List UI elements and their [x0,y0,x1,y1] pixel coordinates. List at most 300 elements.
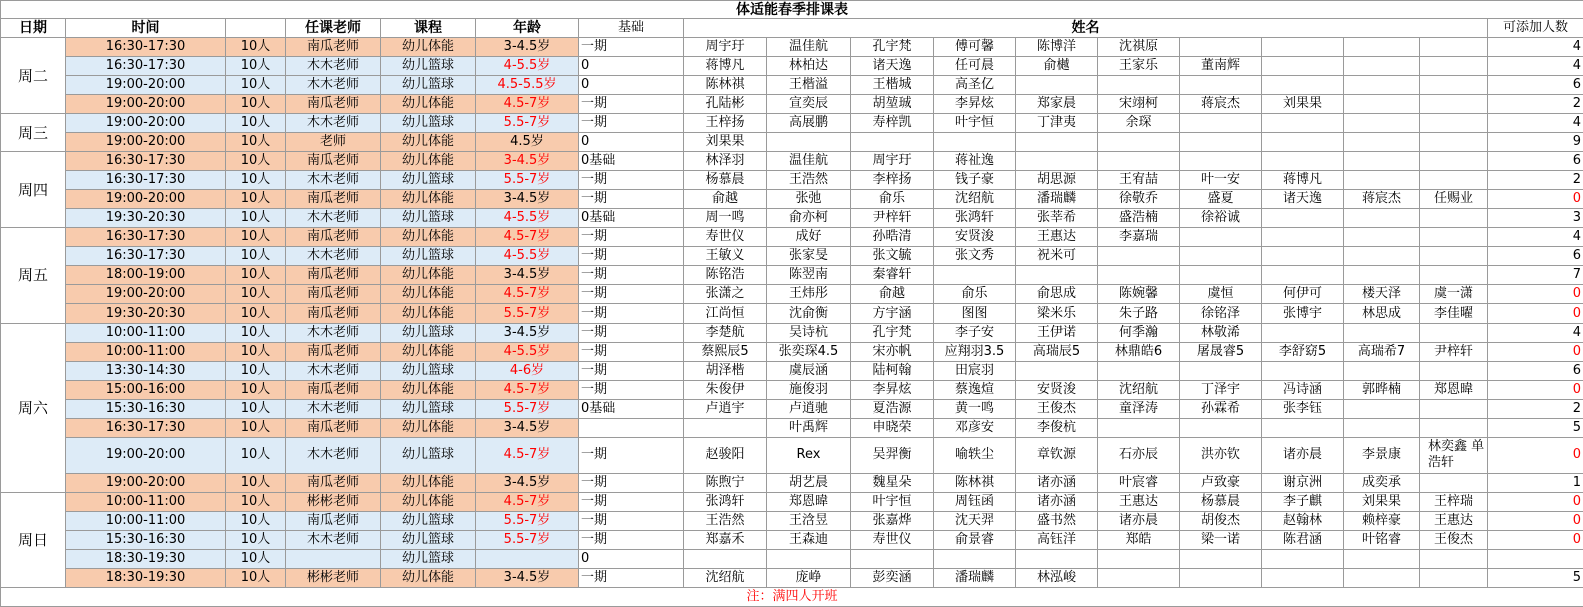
title-row [1,1,1583,19]
student-name: 江尚恒 [684,304,767,323]
student-name: 赵骏阳 [684,437,767,473]
student-name [1420,266,1488,285]
student-name [1180,549,1262,568]
teacher-cell [286,549,381,568]
course-cell: 幼儿篮球 [381,57,476,76]
schedule-row [1,114,1583,133]
age-cell: 5.5-7岁 [476,530,579,549]
time-cell: 18:00-19:00 [66,266,226,285]
course-cell: 幼儿篮球 [381,361,476,380]
student-name: 梁一诺 [1180,530,1262,549]
course-cell: 幼儿篮球 [381,171,476,190]
student-name: 徐裕诚 [1180,209,1262,228]
count-cell: 10人 [226,473,286,492]
student-name: 高瑞希7 [1344,342,1420,361]
count-cell: 10人 [226,76,286,95]
student-name: 温佳航 [767,152,851,171]
teacher-cell: 老师 [286,133,381,152]
count-cell: 10人 [226,492,286,511]
capacity-cell: 4 [1488,114,1583,133]
course-cell: 幼儿篮球 [381,247,476,266]
student-name: 寿梓凯 [851,114,934,133]
capacity-cell: 4 [1488,57,1583,76]
student-name: 钱子豪 [934,171,1016,190]
student-name [1420,38,1488,57]
teacher-cell: 南瓜老师 [286,304,381,323]
student-name: 叶铭睿 [1344,530,1420,549]
count-cell: 10人 [226,568,286,587]
basis-cell: 一期 [579,492,684,511]
course-cell: 幼儿篮球 [381,437,476,473]
student-name: 胡堃珹 [851,95,934,114]
basis-cell: 一期 [579,530,684,549]
teacher-cell: 木木老师 [286,361,381,380]
student-name: 胡泽楷 [684,361,767,380]
count-cell: 10人 [226,304,286,323]
time-cell: 16:30-17:30 [66,247,226,266]
time-cell: 19:00-20:00 [66,285,226,304]
schedule-row [1,171,1583,190]
student-name: 林泽羽 [684,152,767,171]
student-name: 李子麒 [1262,492,1344,511]
capacity-cell: 2 [1488,171,1583,190]
student-name [1180,228,1262,247]
course-cell: 幼儿体能 [381,266,476,285]
time-cell: 16:30-17:30 [66,171,226,190]
count-cell: 10人 [226,323,286,342]
student-name [1262,57,1344,76]
count-cell: 10人 [226,228,286,247]
capacity-cell: 0 [1488,380,1583,399]
basis-cell: 一期 [579,380,684,399]
schedule-row [1,285,1583,304]
course-cell: 幼儿体能 [381,228,476,247]
basis-cell: 0 [579,76,684,95]
student-name [1180,247,1262,266]
student-name [1262,152,1344,171]
age-cell: 4-5.5岁 [476,247,579,266]
student-name: 傅可馨 [934,38,1016,57]
student-name: 沈绍航 [934,190,1016,209]
student-name: 王俊杰 [1420,530,1488,549]
student-name [1180,152,1262,171]
student-name: 李昇炫 [851,380,934,399]
student-name [1420,228,1488,247]
student-name: 叶一安 [1180,171,1262,190]
student-name [1016,361,1098,380]
age-cell: 4.5-7岁 [476,285,579,304]
student-name: 胡艺晨 [767,473,851,492]
basis-cell: 0基础 [579,399,684,418]
student-name: 张潇之 [684,285,767,304]
capacity-cell: 7 [1488,266,1583,285]
schedule-row [1,473,1583,492]
teacher-cell: 木木老师 [286,437,381,473]
student-name: 沈天羿 [934,511,1016,530]
schedule-row [1,511,1583,530]
student-name [1344,114,1420,133]
student-name: 申晓荣 [851,418,934,437]
time-cell: 19:00-20:00 [66,95,226,114]
time-cell: 19:00-20:00 [66,473,226,492]
student-name: Rex [767,437,851,473]
basis-cell: 一期 [579,190,684,209]
header-capacity: 可添加人数 [1488,19,1583,38]
basis-cell: 一期 [579,511,684,530]
student-name: 王梓扬 [684,114,767,133]
course-cell: 幼儿体能 [381,473,476,492]
student-name: 任赐业 [1420,190,1488,209]
basis-cell: 0 [579,133,684,152]
count-cell: 10人 [226,380,286,399]
student-name: 虞辰涵 [767,361,851,380]
student-name: 杨慕晨 [684,171,767,190]
student-name: 田宸羽 [934,361,1016,380]
student-name: 施俊羽 [767,380,851,399]
student-name: 王浛昱 [767,511,851,530]
count-cell: 10人 [226,38,286,57]
student-name [684,549,767,568]
time-cell: 19:30-20:30 [66,209,226,228]
student-name [1344,549,1420,568]
student-name: 吴羿衡 [851,437,934,473]
schedule-row [1,437,1583,473]
student-name [1344,38,1420,57]
student-name [684,418,767,437]
age-cell: 3-4.5岁 [476,473,579,492]
schedule-row [1,304,1583,323]
student-name: 章钦源 [1016,437,1098,473]
teacher-cell: 木木老师 [286,114,381,133]
day-cell: 周二 [1,38,66,114]
time-cell: 19:00-20:00 [66,114,226,133]
student-name: 俞乐 [934,285,1016,304]
student-name: 李佳曜 [1420,304,1488,323]
student-name [1344,209,1420,228]
teacher-cell: 南瓜老师 [286,228,381,247]
student-name [767,133,851,152]
basis-cell: 0 [579,57,684,76]
age-cell: 5.5-7岁 [476,304,579,323]
student-name: 林泓峻 [1016,568,1098,587]
student-name: 王森迪 [767,530,851,549]
teacher-cell: 木木老师 [286,323,381,342]
student-name: 冯诗涵 [1262,380,1344,399]
student-name [1344,133,1420,152]
course-cell: 幼儿体能 [381,285,476,304]
capacity-cell: 0 [1488,437,1583,473]
sheet-title: 体适能春季排课表 [1,1,1583,19]
capacity-cell: 6 [1488,361,1583,380]
student-name: 胡思源 [1016,171,1098,190]
time-cell: 19:00-20:00 [66,437,226,473]
age-cell: 3-4.5岁 [476,266,579,285]
student-name [1344,228,1420,247]
capacity-cell: 9 [1488,133,1583,152]
student-name [1016,152,1098,171]
student-name [1344,76,1420,95]
header-age: 年龄 [476,19,579,38]
student-name [1420,473,1488,492]
count-cell: 10人 [226,247,286,266]
teacher-cell: 南瓜老师 [286,473,381,492]
student-name: 刘果果 [1344,492,1420,511]
capacity-cell: 3 [1488,209,1583,228]
count-cell: 10人 [226,209,286,228]
basis-cell: 一期 [579,361,684,380]
header-count [226,19,286,38]
student-name [1420,209,1488,228]
student-name [1344,57,1420,76]
student-name: 洪亦钦 [1180,437,1262,473]
teacher-cell: 木木老师 [286,530,381,549]
count-cell: 10人 [226,361,286,380]
header-teacher: 任课老师 [286,19,381,38]
schedule-row [1,418,1583,437]
course-cell: 幼儿篮球 [381,76,476,95]
student-name [1098,418,1180,437]
student-name: 安贤浚 [934,228,1016,247]
student-name [1098,266,1180,285]
capacity-cell: 6 [1488,76,1583,95]
capacity-cell: 4 [1488,323,1583,342]
student-name: 王宥喆 [1098,171,1180,190]
student-name [851,549,934,568]
teacher-cell: 南瓜老师 [286,190,381,209]
student-name [1098,361,1180,380]
capacity-cell: 6 [1488,247,1583,266]
capacity-cell: 0 [1488,492,1583,511]
student-name: 周宇玗 [684,38,767,57]
student-name [1420,399,1488,418]
age-cell: 4.5-7岁 [476,492,579,511]
student-name: 孔宇梵 [851,323,934,342]
student-name: 高展鹏 [767,114,851,133]
student-name: 徐敬乔 [1098,190,1180,209]
time-cell: 19:00-20:00 [66,133,226,152]
course-cell: 幼儿篮球 [381,209,476,228]
student-name: 王梓瑞 [1420,492,1488,511]
student-name [1180,266,1262,285]
count-cell: 10人 [226,342,286,361]
student-name: 俞越 [851,285,934,304]
student-name: 诸亦涵 [1016,473,1098,492]
student-name: 诸天逸 [851,57,934,76]
capacity-cell [1488,549,1583,568]
count-cell: 10人 [226,399,286,418]
schedule-row [1,190,1583,209]
student-name: 潘瑞麟 [1016,190,1098,209]
student-name: 祝米可 [1016,247,1098,266]
student-name: 赵翰林 [1262,511,1344,530]
age-cell: 4.5-7岁 [476,95,579,114]
student-name [767,549,851,568]
teacher-cell: 南瓜老师 [286,285,381,304]
student-name [1420,549,1488,568]
student-name: 王惠达 [1098,492,1180,511]
basis-cell: 一期 [579,285,684,304]
student-name: 李舒窈5 [1262,342,1344,361]
student-name: 张鸿轩 [684,492,767,511]
basis-cell: 一期 [579,228,684,247]
student-name: 诸亦晨 [1262,437,1344,473]
student-name [1262,549,1344,568]
student-name: 俞亦柯 [767,209,851,228]
capacity-cell: 6 [1488,152,1583,171]
student-name: 李昇炫 [934,95,1016,114]
student-name: 王俊杰 [1016,399,1098,418]
course-cell: 幼儿篮球 [381,530,476,549]
basis-cell: 一期 [579,171,684,190]
student-name: 李俊杭 [1016,418,1098,437]
capacity-cell: 0 [1488,511,1583,530]
student-name: 张家旻 [767,247,851,266]
header-course: 课程 [381,19,476,38]
course-cell: 幼儿体能 [381,38,476,57]
student-name [1344,418,1420,437]
student-name: 张李钰 [1262,399,1344,418]
student-name: 宣奕辰 [767,95,851,114]
student-name: 盛夏 [1180,190,1262,209]
student-name: 张文秀 [934,247,1016,266]
basis-cell: 一期 [579,473,684,492]
student-name: 徐铭泽 [1180,304,1262,323]
student-name: 俞思成 [1016,285,1098,304]
note-row [1,587,1583,606]
footer-note: 注：满四人开班 [1,587,1583,606]
student-name [1180,38,1262,57]
student-name: 张嘉烨 [851,511,934,530]
student-name [1180,76,1262,95]
course-cell: 幼儿体能 [381,304,476,323]
student-name: 李景康 [1344,437,1420,473]
student-name: 诸亦涵 [1016,492,1098,511]
student-name: 蔡熙辰5 [684,342,767,361]
capacity-cell: 0 [1488,530,1583,549]
student-name: 张文毓 [851,247,934,266]
count-cell: 10人 [226,266,286,285]
student-name: 高钰洋 [1016,530,1098,549]
student-name: 邓彦安 [934,418,1016,437]
basis-cell: 一期 [579,323,684,342]
student-name: 陈君涵 [1262,530,1344,549]
capacity-cell: 0 [1488,342,1583,361]
schedule-row [1,549,1583,568]
basis-cell: 一期 [579,114,684,133]
student-name: 叶宇恒 [851,492,934,511]
student-name: 高圣亿 [934,76,1016,95]
student-name [1344,323,1420,342]
student-name: 魏星朵 [851,473,934,492]
age-cell: 3-4.5岁 [476,38,579,57]
age-cell: 5.5-7岁 [476,114,579,133]
student-name: 朱子路 [1098,304,1180,323]
student-name: 诸亦晨 [1098,511,1180,530]
student-name [1262,323,1344,342]
student-name: 丁津夷 [1016,114,1098,133]
student-name: 蒋博凡 [684,57,767,76]
student-name [1420,57,1488,76]
student-name [934,133,1016,152]
student-name: 沈绍航 [684,568,767,587]
student-name: 王家乐 [1098,57,1180,76]
basis-cell: 0基础 [579,209,684,228]
age-cell: 5.5-7岁 [476,511,579,530]
student-name [1420,171,1488,190]
time-cell: 18:30-19:30 [66,568,226,587]
course-cell: 幼儿体能 [381,133,476,152]
capacity-cell: 5 [1488,418,1583,437]
student-name [1344,399,1420,418]
teacher-cell: 南瓜老师 [286,511,381,530]
student-name: 陈翌南 [767,266,851,285]
student-name: 郭晔楠 [1344,380,1420,399]
schedule-row [1,266,1583,285]
student-name: 郑恩暐 [767,492,851,511]
count-cell: 10人 [226,95,286,114]
student-name [1262,76,1344,95]
student-name: 孙霖希 [1180,399,1262,418]
basis-cell [579,418,684,437]
student-name [1098,247,1180,266]
schedule-row [1,530,1583,549]
age-cell: 3-4.5岁 [476,418,579,437]
student-name: 郑家晨 [1016,95,1098,114]
student-name: 刘果果 [1262,95,1344,114]
student-name: 喻轶尘 [934,437,1016,473]
basis-cell: 一期 [579,342,684,361]
student-name [1098,76,1180,95]
course-cell: 幼儿体能 [381,190,476,209]
student-name: 俞樾 [1016,57,1098,76]
age-cell: 3-4.5岁 [476,190,579,209]
student-name [1344,361,1420,380]
student-name: 卢逍驰 [767,399,851,418]
student-name: 尹梓轩 [1420,342,1488,361]
time-cell: 16:30-17:30 [66,57,226,76]
capacity-cell: 2 [1488,95,1583,114]
student-name: 张博宇 [1262,304,1344,323]
schedule-row [1,209,1583,228]
student-name: 孔宇梵 [851,38,934,57]
day-cell: 周四 [1,152,66,228]
basis-cell: 一期 [579,266,684,285]
student-name: 宋亦帆 [851,342,934,361]
capacity-cell: 0 [1488,304,1583,323]
student-name [1098,152,1180,171]
course-cell: 幼儿篮球 [381,114,476,133]
student-name: 石亦辰 [1098,437,1180,473]
time-cell: 13:30-14:30 [66,361,226,380]
teacher-cell: 南瓜老师 [286,380,381,399]
count-cell: 10人 [226,285,286,304]
day-cell: 周五 [1,228,66,323]
student-name: 张弛 [767,190,851,209]
course-cell: 幼儿体能 [381,380,476,399]
capacity-cell: 4 [1488,38,1583,57]
student-name: 任可晨 [934,57,1016,76]
student-name: 林柏达 [767,57,851,76]
student-name: 叶宇恒 [934,114,1016,133]
day-cell: 周六 [1,323,66,492]
student-name [1016,549,1098,568]
time-cell: 10:00-11:00 [66,323,226,342]
time-cell: 19:00-20:00 [66,76,226,95]
student-name: 黄一鸣 [934,399,1016,418]
count-cell: 10人 [226,190,286,209]
teacher-cell: 木木老师 [286,399,381,418]
student-name: 王浩然 [767,171,851,190]
